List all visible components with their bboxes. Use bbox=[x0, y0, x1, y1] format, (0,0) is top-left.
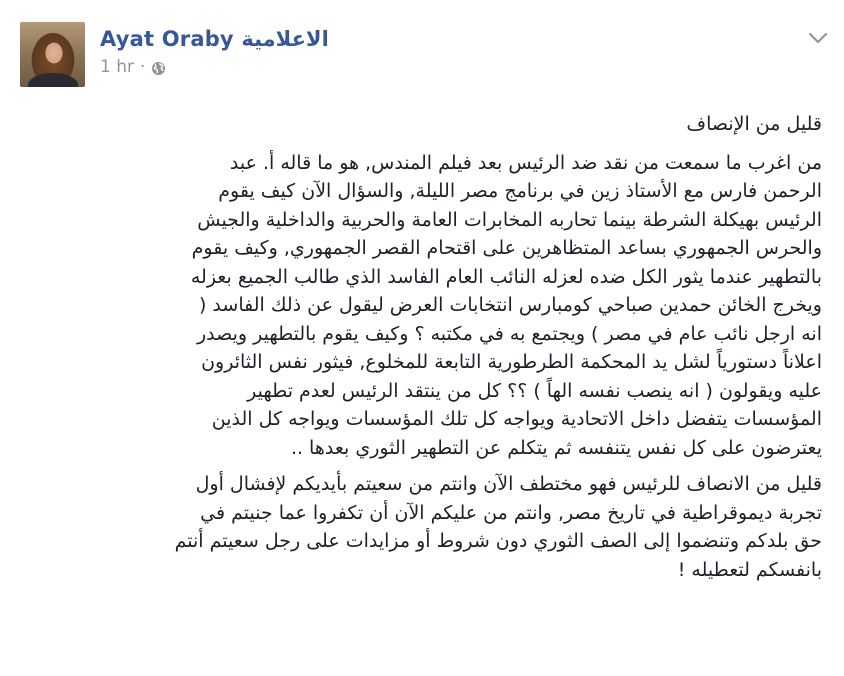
post-paragraph-title bbox=[20, 110, 822, 139]
post-line: اعلاناً دستورياً لشل يد المحكمة الطرطورية التابعة للمخلوع, فيثور نفس الثائرون bbox=[201, 351, 822, 373]
post-line: ويخرج الخائن حمدين صباحي كومبارس انتخابات العرض ليقول عن ذلك الفاسد ( bbox=[198, 294, 822, 316]
chevron-down-icon[interactable] bbox=[808, 30, 828, 44]
post-line: من اغرب ما سمعت من نقد ضد الرئيس بعد فيلم المندس, هو ما قاله أ. عبد bbox=[229, 151, 822, 174]
post-line: بانفسكم لتعطيله ! bbox=[677, 558, 822, 581]
post-line: الرحمن فارس مع الأستاذ زين في برنامج مصر الليلة, والسؤال الآن كيف يقوم bbox=[218, 180, 822, 202]
post-subline bbox=[100, 56, 329, 78]
post-meta bbox=[100, 22, 329, 78]
author-avatar[interactable] bbox=[20, 22, 85, 87]
post-line: قليل من الإنصاف bbox=[686, 113, 822, 135]
post-line: والحرس الجمهوري بساعد المتظاهرين على اقتحام القصر الجمهوري, وكيف يقوم bbox=[191, 237, 822, 259]
post-body bbox=[20, 110, 822, 592]
avatar-shoulders bbox=[28, 73, 78, 87]
author-name[interactable]: Ayat Oraby الاعلامية bbox=[100, 27, 329, 51]
post-paragraph bbox=[20, 470, 822, 584]
post-line: انه ارجل نائب عام في مصر ) ويجتمع به في مكتبه ؟ وكيف يقوم بالتطهير ويصدر bbox=[196, 322, 822, 345]
post-header bbox=[20, 22, 329, 92]
post-line: تجربة ديموقراطية في تاريخ مصر, وانتم من عليكم الآن أن تكفروا عما جنيتم في bbox=[200, 501, 822, 524]
post-paragraph bbox=[20, 149, 822, 463]
post-line: حق بلدكم وتنضموا إلى الصف الثوري دون شروط أو مزايدات على رجل سعيتم أنتم bbox=[174, 530, 822, 552]
globe-icon[interactable] bbox=[151, 60, 166, 75]
post-line: قليل من الانصاف للرئيس فهو مختطف الآن وانتم من سعيتم بأيديكم لإفشال أول bbox=[195, 473, 822, 495]
post-line: المؤسسات يتفضل داخل الاتحادية ويواجه كل تلك المؤسسات ويواجه كل الذين bbox=[211, 408, 822, 430]
post-line: بالتطهير عندما يثور الكل ضده لعزله النائب العام الفاسد الذي طالب الجميع بعزله bbox=[190, 265, 822, 288]
post-line: الرئيس بهيكلة الشرطة بينما تحاربه المخابرات العامة والحربية والداخلية والجيش bbox=[197, 208, 822, 231]
post-timestamp[interactable]: 1 hr bbox=[100, 57, 134, 77]
post-line: يعترضون على كل نفس يتنفسه ثم يتكلم عن التطهير الثوري بعدها .. bbox=[290, 436, 822, 459]
post-line: عليه ويقولون ( انه ينصب نفسه الهاً ) ؟؟ كل من ينتقد الرئيس لعدم تطهير bbox=[247, 379, 822, 402]
separator-dot: · bbox=[139, 57, 146, 77]
